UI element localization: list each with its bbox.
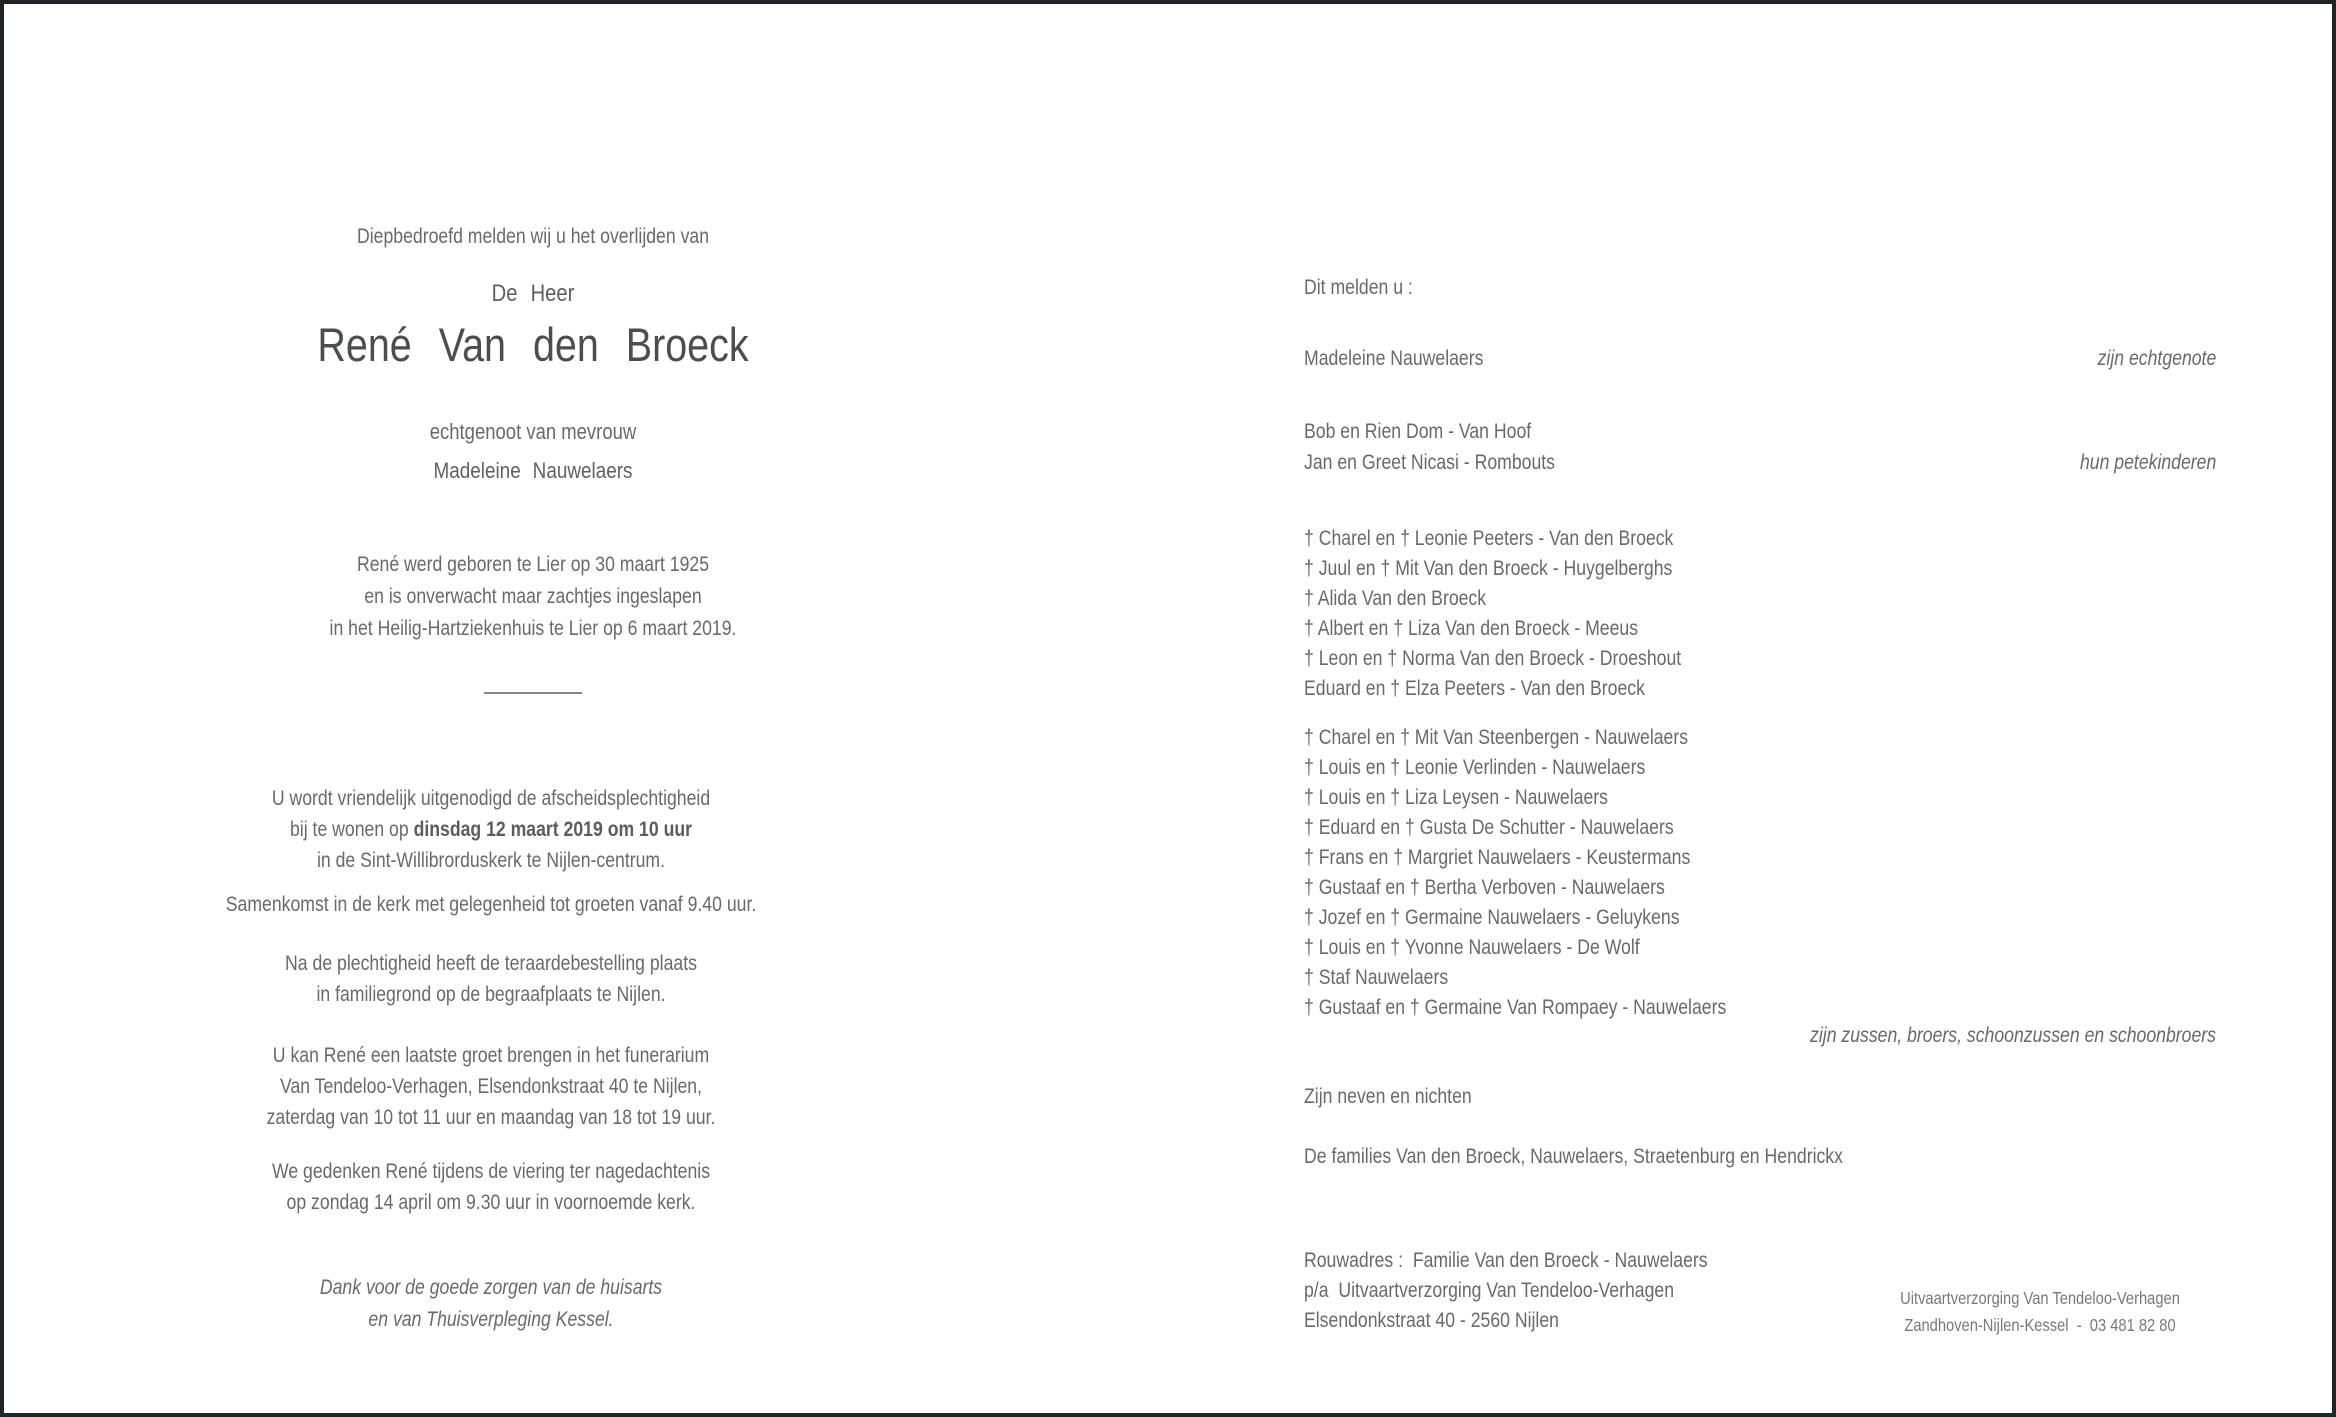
siblings-list-1 <box>1304 524 2216 704</box>
thanks-paragraph <box>141 1272 841 1336</box>
text-line: Van Tendeloo-Verhagen, Elsendonkstraat 40 te Nijlen, <box>279 1075 703 1098</box>
text-line: Na de plechtigheid heeft de teraardebestelling plaats <box>285 952 697 975</box>
text-line: U wordt vriendelijk uitgenodigd de afscheidsplechtigheid <box>271 787 711 810</box>
text-line: † Louis en † Leonie Verlinden - Nauwelaers <box>1304 756 1646 779</box>
spouse-row <box>1304 347 2216 371</box>
godchildren-row-1: Bob en Rien Dom - Van Hoof <box>1304 420 1532 443</box>
text-line: † Charel en † Mit Van Steenbergen - Nauwelaers <box>1304 726 1689 749</box>
text-line: U kan René een laatste groet brengen in het funerarium <box>272 1044 710 1067</box>
gathering-line: Samenkomst in de kerk met gelegenheid tot groeten vanaf 9.40 uur. <box>225 893 757 916</box>
spouse-intro-line: echtgenoot van mevrouw <box>429 419 637 444</box>
godchildren-row-2 <box>1304 451 2216 475</box>
godchildren-row-name: Jan en Greet Nicasi - Rombouts <box>1304 451 1555 474</box>
text-line: † Louis en † Liza Leysen - Nauwelaers <box>1304 786 1608 809</box>
salutation-line: De Heer <box>491 280 575 307</box>
text-line: en van Thuisverpleging Kessel. <box>368 1308 614 1331</box>
text-line: † Frans en † Margriet Nauwelaers - Keustermans <box>1304 846 1691 869</box>
text-line: † Alida Van den Broeck <box>1304 587 1487 610</box>
divider-rule <box>484 692 582 694</box>
text-line: Elsendonkstraat 40 - 2560 Nijlen <box>1304 1309 1559 1332</box>
invitation-prefix: bij te wonen op <box>289 818 414 841</box>
memorial-paragraph <box>141 1156 841 1218</box>
announcers-header: Dit melden u : <box>1304 276 1413 299</box>
text-line: † Louis en † Yvonne Nauwelaers - De Wolf <box>1304 936 1640 959</box>
text-line: † Charel en † Leonie Peeters - Van den Broeck <box>1304 527 1674 550</box>
text-line: in de Sint-Willibrorduskerk te Nijlen-centrum. <box>316 849 666 872</box>
text-line: † Gustaaf en † Bertha Verboven - Nauwelaers <box>1304 876 1665 899</box>
text-line: op zondag 14 april om 9.30 uur in voornoemde kerk. <box>286 1191 696 1214</box>
text-line: † Juul en † Mit Van den Broeck - Huygelberghs <box>1304 557 1673 580</box>
godchildren-row-role: hun petekinderen <box>2079 451 2216 474</box>
text-line: zaterdag van 10 tot 11 uur en maandag van 18 tot 19 uur. <box>266 1106 716 1129</box>
text-line: † Gustaaf en † Germaine Van Rompaey - Nauwelaers <box>1304 996 1727 1019</box>
text-line: † Staf Nauwelaers <box>1304 966 1449 989</box>
invitation-date-bold: dinsdag 12 maart 2019 om 10 uur <box>413 818 692 841</box>
text-line: Dank voor de goede zorgen van de huisarts <box>319 1276 663 1299</box>
nieces-line: Zijn neven en nichten <box>1304 1085 1472 1108</box>
spouse-row-name: Madeleine Nauwelaers <box>1304 347 1484 370</box>
text-line: Uitvaartverzorging Van Tendeloo-Verhagen <box>1900 1288 2180 1308</box>
funerarium-paragraph <box>141 1040 841 1133</box>
text-line: † Leon en † Norma Van den Broeck - Droeshout <box>1304 647 1682 670</box>
text-line <box>197 814 785 845</box>
text-line: René werd geboren te Lier op 30 maart 1925 <box>356 553 710 576</box>
intro-line: Diepbedroefd melden wij u het overlijden van <box>356 225 710 248</box>
spouse-row-role: zijn echtgenote <box>2097 347 2216 370</box>
siblings-list-2 <box>1304 723 2216 1023</box>
deceased-name: René Van den Broeck <box>317 318 749 371</box>
spouse-name-line: Madeleine Nauwelaers <box>433 458 633 483</box>
birth-paragraph <box>183 549 883 645</box>
text-line: † Albert en † Liza Van den Broeck - Meeus <box>1304 617 1639 640</box>
text-line: We gedenken René tijdens de viering ter nagedachtenis <box>271 1160 711 1183</box>
funeral-home-block <box>1868 1285 2212 1339</box>
text-line: Rouwadres : Familie Van den Broeck - Nauwelaers <box>1304 1249 1708 1272</box>
text-line: † Jozef en † Germaine Nauwelaers - Geluykens <box>1304 906 1680 929</box>
text-line: in het Heilig-Hartziekenhuis te Lier op 6 maart 2019. <box>329 617 737 640</box>
siblings-caption: zijn zussen, broers, schoonzussen en schoonbroers <box>1810 1024 2216 1047</box>
families-line: De families Van den Broeck, Nauwelaers, Straetenburg en Hendrickx <box>1304 1145 1843 1168</box>
text-line: Eduard en † Elza Peeters - Van den Broeck <box>1304 677 1645 700</box>
invitation-paragraph <box>141 783 841 876</box>
text-line: Zandhoven-Nijlen-Kessel - 03 481 82 80 <box>1904 1315 2176 1335</box>
text-line: p/a Uitvaartverzorging Van Tendeloo-Verhagen <box>1304 1279 1675 1302</box>
text-line: † Eduard en † Gusta De Schutter - Nauwelaers <box>1304 816 1674 839</box>
text-line: in familiegrond op de begraafplaats te Nijlen. <box>316 983 666 1006</box>
burial-paragraph <box>141 948 841 1010</box>
text-line: en is onverwacht maar zachtjes ingeslapen <box>364 585 702 608</box>
